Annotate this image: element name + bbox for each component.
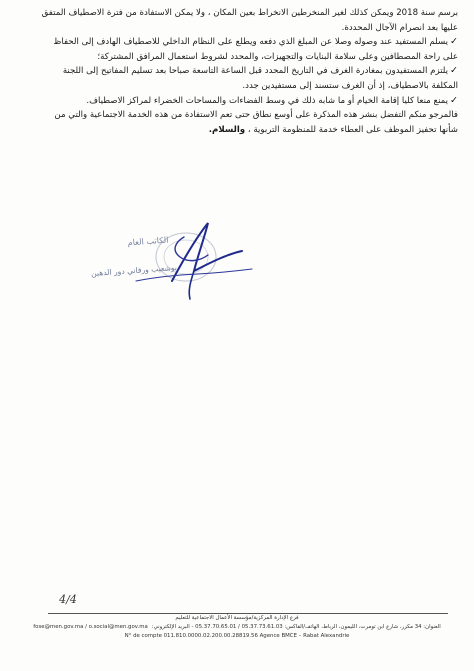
- signatory-title: الكاتب العام: [127, 234, 169, 248]
- checkmark-icon: ✓: [450, 65, 458, 77]
- paragraph-text: يسلم المستفيد عند وصوله وصلا عن المبلغ الذي دفعه ويطلع على النظام الداخلي للاصطياف الهادف إلى الحفاظ على راحة المصطافين وعلى سلامة البنايات والتجهيزات، والمحدد لشروط استعمال المرافق المشتركة؛: [53, 37, 458, 62]
- paragraph-text: يلتزم المستفيدون بمغادرة الغرف في التاريخ المحدد قبل الساعة التاسعة صباحا بعد تسليم المفاتيح إلى اللجنة المكلفة بالاصطياف، إذ أن الغرف ستسند إلى مستفيدين جدد.: [62, 66, 458, 91]
- paragraph-text: برسم سنة 2018 ويمكن كذلك لغير المنخرطين الانخراط بعين المكان ، ولا يمكن الاستفادة من فترة الاصطياف المتفق عليها بعد انصرام الآجال المحددة.: [41, 8, 458, 33]
- signatory-name: بوشعيب ورقاني دور الدهبن: [90, 263, 178, 278]
- footer-address-text: العنوان: 34 مكرر، شارع ابن تومرت، الليمون، الرباط، الهاتف/الفاكس: 05.37.73.61.03 / 05.37.70.65.01 - البريد الإلكتروني:: [151, 624, 441, 630]
- checkmark-icon: ✓: [450, 94, 458, 106]
- footer-bank-account: N° de compte 011.810.0000.02.200.00.28819.56 Agence BMCE – Rabat Alexandrie: [124, 633, 350, 639]
- paragraph-text: يمنع منعا كليا إقامة الخيام أو ما شابه ذلك في وسط الفضاءات والمساحات الخضراء لمراكز الاصطياف.: [86, 95, 449, 106]
- footer-email: fose@men.gov.ma / o.social@men.gov.ma: [33, 624, 148, 630]
- footer-organization: فرع الإدارة المركزية/مؤسسة الأعمال الاجتماعية للتعليم: [175, 615, 299, 621]
- paragraph-intro: [38, 6, 458, 35]
- page-number: 4/4: [59, 593, 77, 606]
- footer-address: [0, 624, 474, 631]
- letter-body: [38, 6, 458, 137]
- closing-salutation: والسلام.: [208, 124, 246, 135]
- paragraph-closing: [38, 108, 458, 137]
- paragraph-tents: [38, 94, 458, 109]
- paragraph-text: فالمرجو منكم التفضل بنشر هذه المذكرة على أوسع نطاق حتى تعم الاستفادة من هذه الخدمة الاجتماعية والتي من شأنها تحفيز الموظف على العطاء خدمة للمنظومة التربوية ،: [54, 110, 458, 135]
- footer-divider: [48, 613, 448, 614]
- paragraph-receipt: [38, 35, 458, 64]
- checkmark-icon: ✓: [450, 36, 458, 48]
- paragraph-checkout: [38, 64, 458, 93]
